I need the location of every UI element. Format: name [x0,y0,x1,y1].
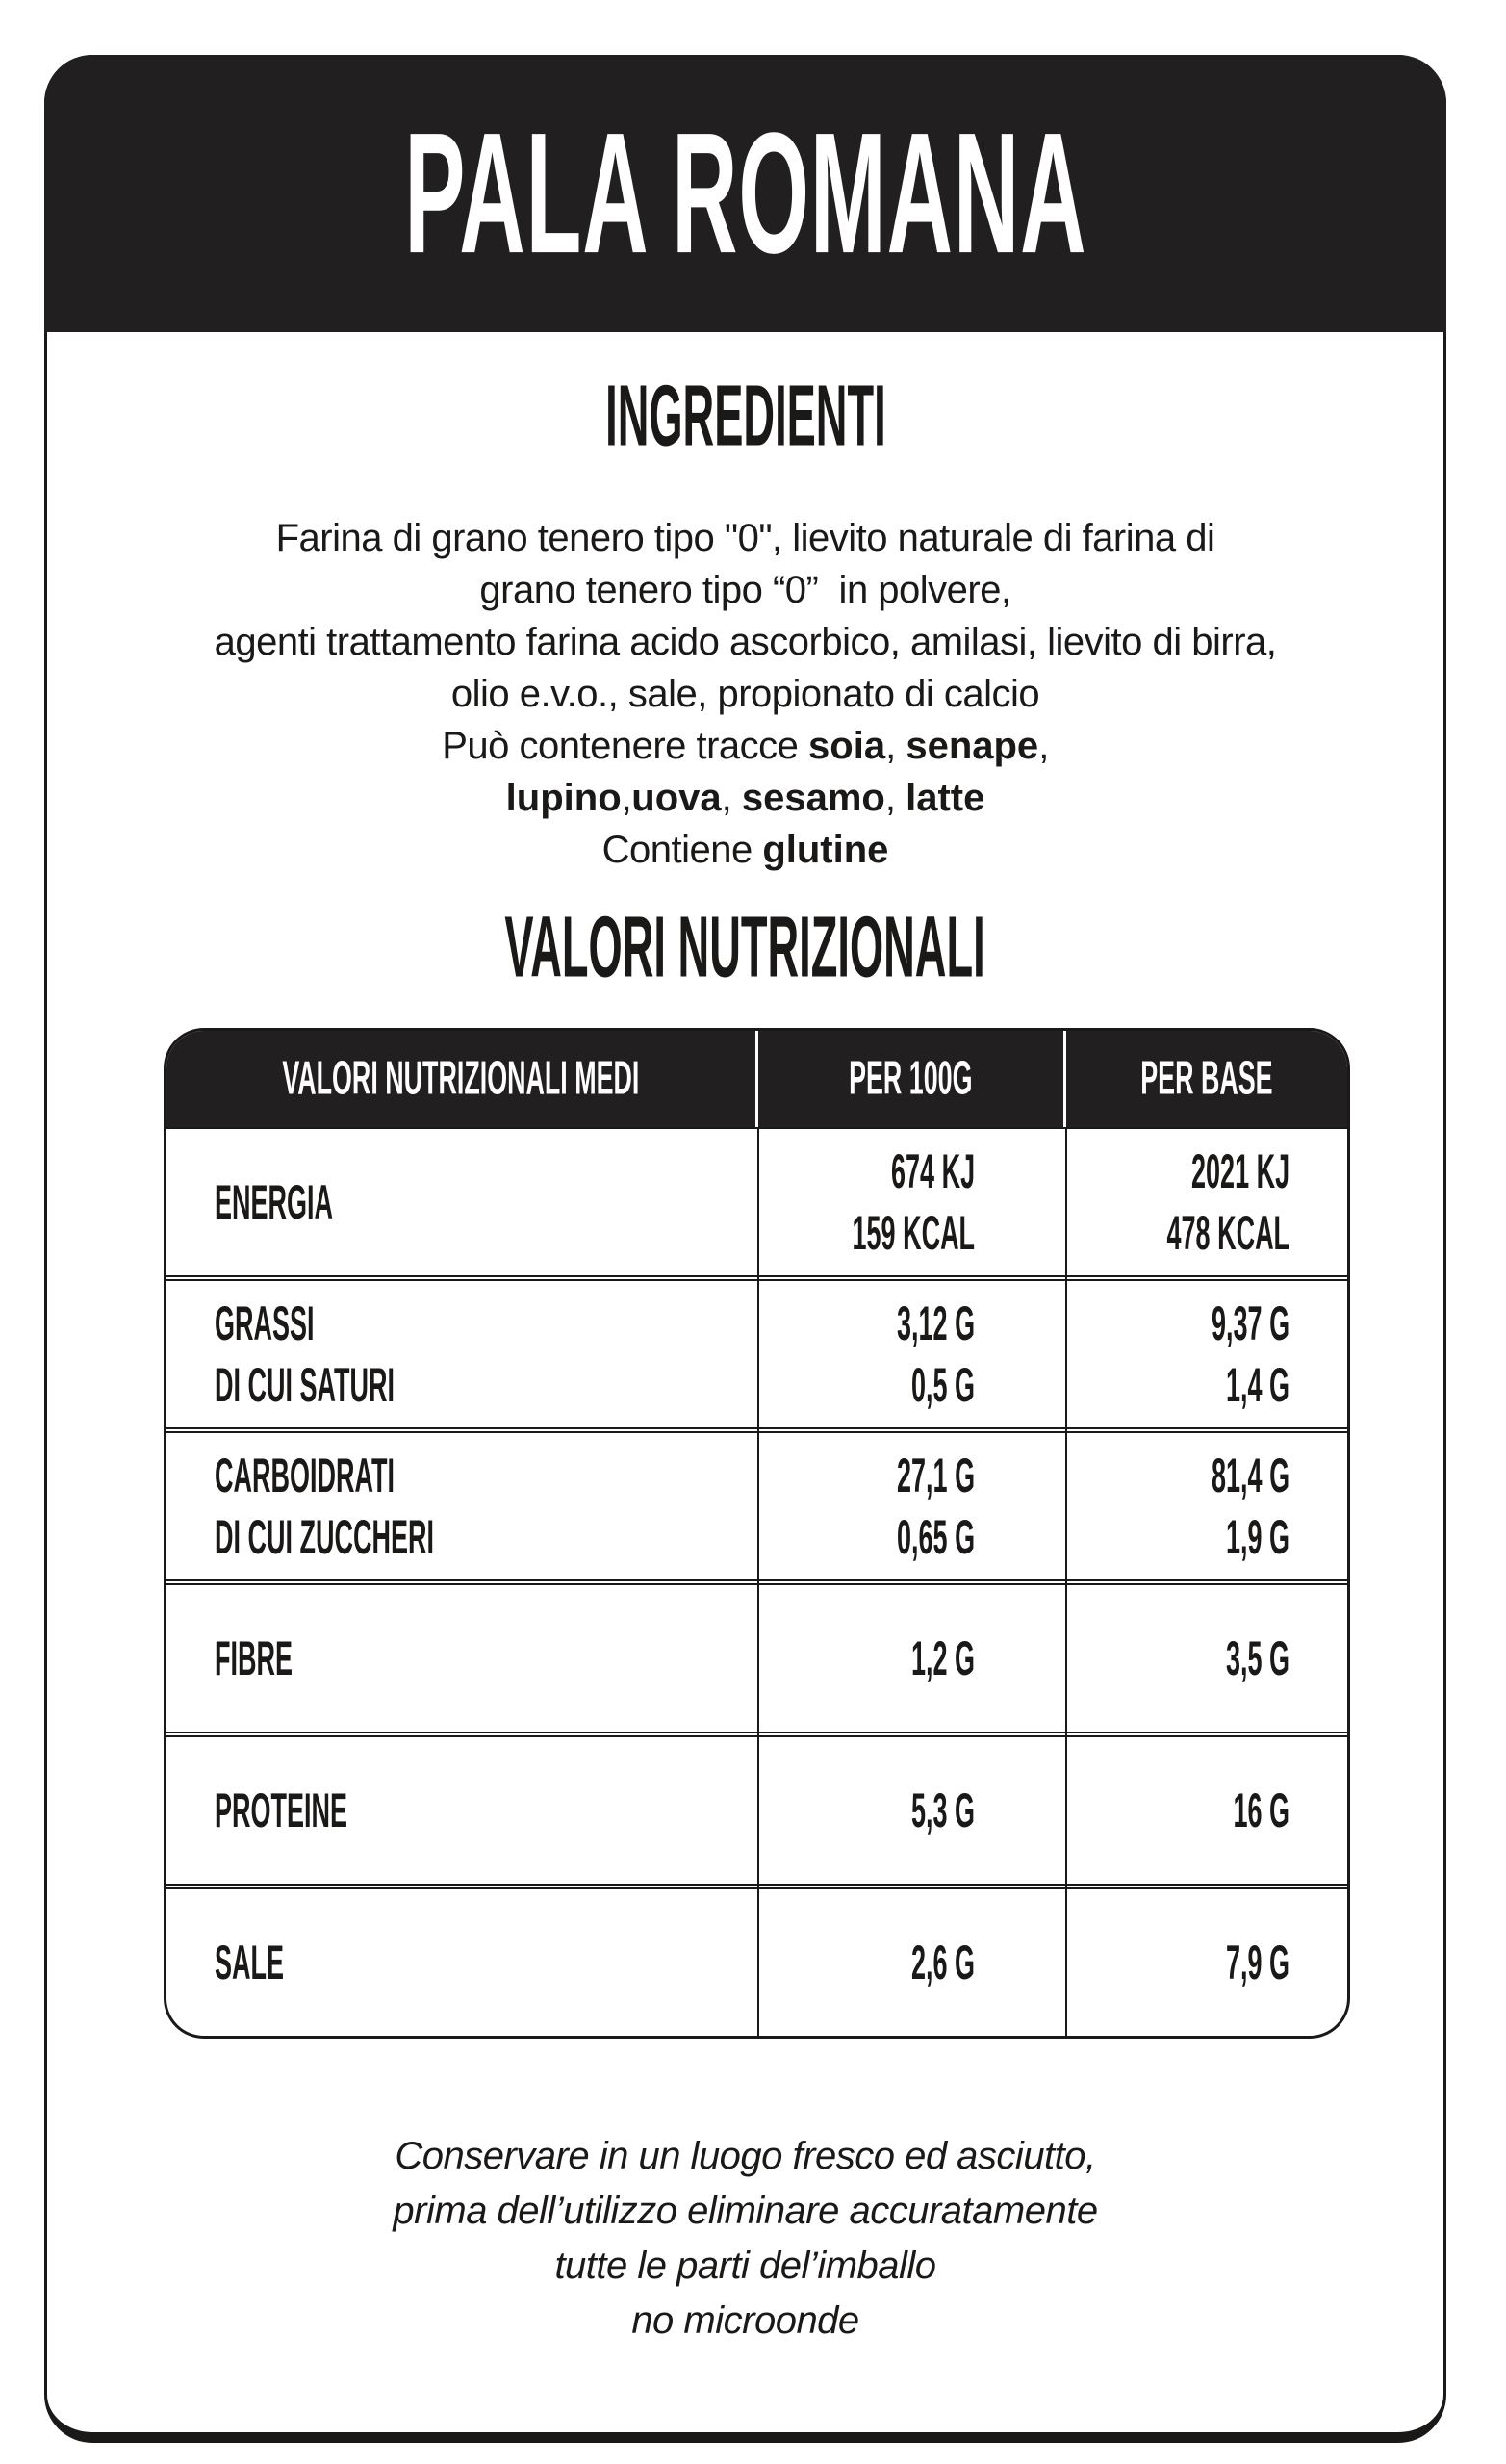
cell-line [871,1506,975,1568]
ingredients-heading: INGREDIENTI [604,367,886,465]
row-per-base-cell [1066,1129,1347,1275]
header-label: VALORI NUTRIZIONALI MEDI [282,1051,640,1105]
cell-text: DI CUI SATURI [215,1356,395,1412]
cell-text: 159 KCAL [852,1204,975,1260]
row-label-cell [166,1889,758,2036]
row-per-100g-cell [758,1585,1066,1732]
cell-line [1186,1445,1289,1506]
row-per-100g-cell [758,1433,1066,1579]
title-band [44,55,1446,332]
cell-text: 7,9 G [1225,1934,1289,1989]
cell-text: 1,2 G [910,1630,975,1685]
cell-text: 3,5 G [1225,1630,1289,1685]
cell-line [1205,1354,1289,1416]
cell-line [215,1780,392,1841]
storage-line: no microonde [631,2299,859,2342]
product-title: PALA ROMANA [403,97,1087,290]
cell-text: CARBOIDRATI [215,1447,395,1502]
row-per-100g-cell [758,1889,1066,2036]
cell-text: DI CUI ZUCCHERI [215,1508,434,1564]
cell-line [890,1932,975,1993]
cell-line [1214,1780,1289,1841]
storage-instructions [47,2129,1443,2348]
nutrition-heading: VALORI NUTRIZIONALI [504,898,986,996]
row-label-cell [166,1585,758,1732]
cell-text: ENERGIA [215,1173,334,1229]
cell-text: 2021 KJ [1190,1142,1289,1198]
cell-line [215,1171,372,1233]
nutrition-table-header [166,1031,1347,1129]
cell-line [215,1932,307,1993]
cell-text: 2,6 G [910,1934,975,1989]
row-label-cell [166,1281,758,1427]
cell-text: PROTEINE [215,1782,348,1837]
ingredients-line: lupino,uova, sesamo, latte [505,777,985,819]
nutrition-table [164,1028,1350,2039]
row-per-base-cell [1066,1281,1347,1427]
row-per-100g-cell [758,1129,1066,1275]
row-label-cell [166,1737,758,1884]
row-per-base-cell [1066,1889,1347,2036]
ingredients-line: Può contenere tracce soia, senape, [442,725,1049,767]
cell-line [871,1293,975,1354]
cell-text: 674 KJ [890,1142,975,1198]
row-per-base-cell [1066,1737,1347,1884]
cell-text: 1,4 G [1225,1356,1289,1412]
header-cell-values [166,1031,758,1127]
cell-text: 0,5 G [910,1356,975,1412]
cell-line [1205,1932,1289,1993]
row-per-100g-cell [758,1737,1066,1884]
cell-line [871,1445,975,1506]
cell-text: 1,9 G [1225,1508,1289,1564]
storage-line: tutte le parti del’imballo [554,2245,936,2287]
cell-text: 5,3 G [910,1782,975,1837]
cell-line [811,1202,975,1264]
cell-line [1205,1506,1289,1568]
cell-line [863,1141,975,1202]
cell-text: GRASSI [215,1295,315,1350]
row-label-cell [166,1433,758,1579]
cell-line [215,1293,347,1354]
cell-text: 27,1 G [896,1447,975,1502]
nutrition-section [47,898,1443,996]
label-card [44,55,1446,2443]
ingredients-line: Contiene glutine [601,829,889,871]
header-cell-per-base [1066,1031,1347,1127]
ingredients-line: agenti trattamento farina acido ascorbico, amilasi, lievito di birra, [214,621,1277,663]
cell-line [1126,1202,1289,1264]
cell-text: 81,4 G [1211,1447,1289,1502]
ingredients-line: olio e.v.o., sale, propionato di calcio [450,673,1040,715]
cell-text: 3,12 G [896,1295,975,1350]
nutrition-table-body [166,1129,1347,2036]
cell-line [1186,1293,1289,1354]
ingredients-line: grano tenero tipo “0” in polvere, [479,569,1011,611]
header-label: PER 100G [849,1051,973,1105]
cell-text: 16 G [1233,1782,1289,1837]
cell-line [215,1445,454,1506]
storage-line: prima dell’utilizzo eliminare accuratamente [393,2190,1098,2232]
row-per-base-cell [1066,1585,1347,1732]
cell-line [890,1780,975,1841]
cell-line [890,1354,975,1416]
row-per-100g-cell [758,1281,1066,1427]
header-label: PER BASE [1140,1051,1273,1105]
cell-text: 9,37 G [1211,1295,1289,1350]
cell-line [890,1628,975,1689]
ingredients-line: Farina di grano tenero tipo "0", lievito naturale di farina di [275,517,1215,559]
cell-text: 0,65 G [896,1508,975,1564]
storage-line: Conservare in un luogo fresco ed asciutto, [395,2135,1096,2177]
column-divider [1065,1129,1067,2036]
cell-line [215,1506,507,1568]
cell-line [215,1354,454,1416]
row-per-base-cell [1066,1433,1347,1579]
cell-text: SALE [215,1934,285,1989]
column-divider [757,1129,759,2036]
cell-line [1159,1141,1289,1202]
header-cell-per-100g [758,1031,1066,1127]
ingredients-section [47,367,1443,465]
cell-line [1205,1628,1289,1689]
cell-text: 478 KCAL [1166,1204,1289,1260]
cell-line [215,1628,319,1689]
cell-text: FIBRE [215,1630,293,1685]
ingredients-text [86,512,1405,876]
row-label-cell [166,1129,758,1275]
